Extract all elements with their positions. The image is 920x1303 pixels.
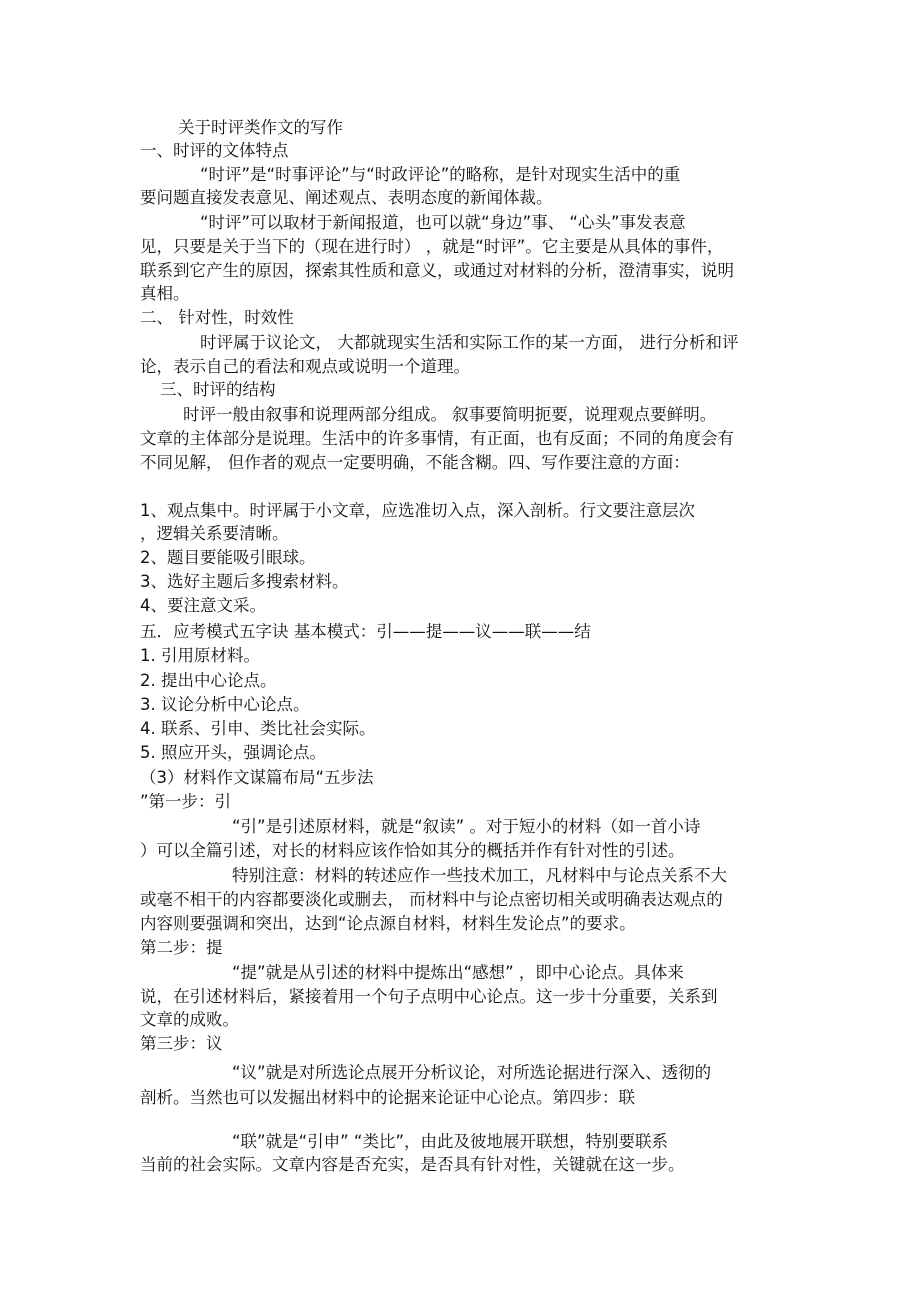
text-line: 时评属于议论文， 大都就现实生活和实际工作的某一方面， 进行分析和评 <box>200 333 739 352</box>
text-line: 联系到它产生的原因，探索其性质和意义，或通过对材料的分析，澄清事实，说明 <box>140 261 734 280</box>
text-line: “联”就是“引申” “类比”，由此及彼地展开联想，特别要联系 <box>232 1132 669 1151</box>
section-heading: 二、 针对性，时效性 <box>140 308 294 327</box>
text-line: 真相。 <box>140 284 190 303</box>
section-heading: 三、时评的结构 <box>160 380 276 399</box>
text-line: 见，只要是关于当下的（现在进行时） ，就是“时评”。它主要是从具体的事件， <box>140 237 724 256</box>
text-line: “提”就是从引述的材料中提炼出“感想” ，即中心论点。具体来 <box>232 963 684 982</box>
text-line: 文章的主体部分是说理。生活中的许多事情，有正面，也有反面；不同的角度会有 <box>140 429 734 448</box>
list-item: 2. 提出中心论点。 <box>140 671 277 690</box>
text-line: ）可以全篇引述，对长的材料应该作恰如其分的概括并作有针对性的引述。 <box>140 841 685 860</box>
step-heading: ”第一步：引 <box>140 792 232 811</box>
text-line: ，逻辑关系要清晰。 <box>140 524 289 543</box>
list-item: 4. 联系、引申、类比社会实际。 <box>140 719 376 738</box>
section-heading: （3）材料作文谋篇布局“五步法 <box>140 768 374 787</box>
list-item: 5. 照应开头，强调论点。 <box>140 743 326 762</box>
text-line: 说，在引述材料后，紧接着用一个句子点明中心论点。这一步十分重要，关系到 <box>140 987 718 1006</box>
list-item: 3、选好主题后多搜索材料。 <box>140 572 349 591</box>
step-heading: 第三步：议 <box>140 1034 223 1053</box>
text-line: 文章的成败。 <box>140 1010 239 1029</box>
text-line: “时评”是“时事评论”与“时政评论”的略称，是针对现实生活中的重 <box>200 165 681 184</box>
text-line: “引”是引述原材料，就是“叙读” 。对于短小的材料（如一首小诗 <box>232 817 701 836</box>
list-item: 3. 议论分析中心论点。 <box>140 695 310 714</box>
text-line: 或毫不相干的内容都要淡化或删去， 而材料中与论点密切相关或明确表达观点的 <box>140 890 723 909</box>
text-line: “议”就是对所选论点展开分析议论，对所选论据进行深入、透彻的 <box>232 1063 712 1082</box>
text-line: 要问题直接发表意见、阐述观点、表明态度的新闻体裁。 <box>140 188 553 207</box>
text-line: 剖析。当然也可以发掘出材料中的论据来论证中心论点。第四步：联 <box>140 1088 635 1107</box>
list-item: 1、观点集中。时评属于小文章，应选准切入点，深入剖析。行文要注意层次 <box>140 501 695 520</box>
document-title: 关于时评类作文的写作 <box>178 118 343 137</box>
section-heading: 五．应考模式五字诀 基本模式：引——提——议——联——结 <box>140 622 591 641</box>
list-item: 2、题目要能吸引眼球。 <box>140 548 316 567</box>
list-item: 4、要注意文采。 <box>140 596 266 615</box>
text-line: 特别注意：材料的转述应作一些技术加工，凡材料中与论点关系不大 <box>232 866 727 885</box>
step-heading: 第二步：提 <box>140 938 223 957</box>
list-item: 1. 引用原材料。 <box>140 646 260 665</box>
text-line: 内容则要强调和突出，达到“论点源自材料，材料生发论点”的要求。 <box>140 914 636 933</box>
section-heading: 一、时评的文体特点 <box>140 141 289 160</box>
text-line: 当前的社会实际。文章内容是否充实，是否具有针对性，关键就在这一步。 <box>140 1155 685 1174</box>
text-line: 时评一般由叙事和说理两部分组成。 叙事要简明扼要，说理观点要鲜明。 <box>183 405 717 424</box>
text-line: “时评”可以取材于新闻报道，也可以就“身边”事、 “心头”事发表意 <box>200 213 686 232</box>
text-line: 不同见解， 但作者的观点一定要明确，不能含糊。四、写作要注意的方面： <box>140 453 690 472</box>
text-line: 论，表示自己的看法和观点或说明一个道理。 <box>140 357 470 376</box>
